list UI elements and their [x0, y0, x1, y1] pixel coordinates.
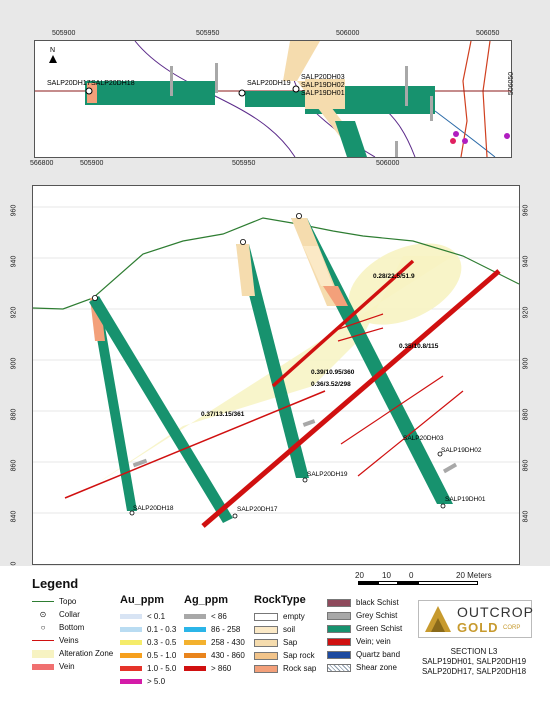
legend-topo: Topo	[32, 597, 76, 606]
plan-collar-dh17	[86, 88, 92, 94]
section-ytick-920-left: 920	[10, 306, 18, 319]
legend-au-5: 1.0 - 5.0	[120, 664, 176, 673]
hole-label-dh03: SALP20DH03	[403, 435, 444, 442]
outcrop-gold-logo: OUTCROP GOLD CORP	[418, 600, 532, 638]
plan-label-dh17: SALP20DH17	[47, 80, 91, 87]
plan-label-dh01: SALP19DH01	[301, 90, 345, 97]
legend-ag-2: 86 - 258	[184, 625, 240, 634]
intercept-label-a: 0.28/22.5/51.9	[373, 273, 415, 280]
svg-text:N: N	[50, 47, 56, 54]
plan-collar-dh19	[239, 90, 245, 96]
section-ytick-940-right: 940	[522, 255, 530, 268]
legend-rock-black-schist: black Schist	[327, 598, 399, 607]
legend-au-4: 0.5 - 1.0	[120, 651, 176, 660]
legend-rock-sap: Sap	[254, 638, 297, 647]
vein-1	[65, 391, 325, 498]
plan-view-svg	[35, 41, 511, 157]
plan-label-dh02: SALP19DH02	[301, 82, 345, 89]
section-ytick-900-left: 900	[10, 357, 18, 370]
collar-icon: ⊙	[39, 610, 47, 619]
scale-tick-10: 10	[382, 571, 391, 580]
legend-au-title: Au_ppm	[120, 594, 164, 606]
section-ytick-860-left: 860	[10, 459, 18, 472]
legend-au-2: 0.1 - 0.3	[120, 625, 176, 634]
section-ytick-840-right: 840	[522, 510, 530, 523]
section-label-2: SALP19DH01, SALP20DH19	[421, 657, 527, 666]
legend-rock-green-schist: Green Schist	[327, 624, 402, 633]
legend-rock-grey-schist: Grey Schist	[327, 611, 397, 620]
plan-ytick-right: 506050	[508, 71, 516, 96]
legend-rock-saprock: Sap rock	[254, 651, 315, 660]
scale-tick-0: 0	[409, 571, 414, 580]
legend-rock-soil: soil	[254, 625, 295, 634]
legend-alteration: Alteration Zone	[32, 649, 113, 658]
legend-ag-title: Ag_ppm	[184, 594, 228, 606]
intercept-label-d: 0.36/3.52/298	[311, 381, 351, 388]
intercept-label-c: 0.39/10.95/360	[311, 369, 355, 376]
legend-bottom: ○ Bottom	[32, 623, 84, 632]
hole-label-dh18: SALP20DH18	[133, 505, 174, 512]
hole-label-dh02: SALP19DH02	[441, 447, 482, 454]
hole-label-dh17: SALP20DH17	[237, 506, 278, 513]
plan-xtick-top-1: 505900	[52, 30, 76, 37]
cross-section	[32, 185, 520, 565]
legend-ag-3: 258 - 430	[184, 638, 245, 647]
legend-rock-vein: Vein; vein	[327, 637, 391, 646]
legend-au-1: < 0.1	[120, 612, 165, 621]
legend-collar: ⊙ Collar	[32, 610, 80, 619]
plan-xtick-bottom-1: 505900	[80, 160, 104, 167]
legend-ag-1: < 86	[184, 612, 227, 621]
legend-ag-4: 430 - 860	[184, 651, 245, 660]
legend-title: Legend	[32, 576, 79, 591]
legend-au-6: > 5.0	[120, 677, 165, 686]
legend-panel	[0, 566, 550, 712]
section-ytick-960-left: 960	[10, 204, 18, 217]
section-ytick-920-right: 920	[522, 306, 530, 319]
intercept-label-e: 0.37/13.15/361	[201, 411, 245, 418]
plan-label-dh19: SALP20DH19	[247, 80, 291, 87]
legend-vein: Vein	[32, 662, 75, 671]
section-ytick-960-right: 960	[522, 204, 530, 217]
plan-collar-dh03	[293, 86, 299, 92]
legend-rock-empty: empty	[254, 612, 305, 621]
legend-ag-5: > 860	[184, 664, 231, 673]
scale-bar	[358, 581, 488, 585]
plan-xtick-top-3: 506000	[336, 30, 360, 37]
section-ytick-880-left: 880	[10, 408, 18, 421]
section-ytick-860-right: 860	[522, 459, 530, 472]
north-arrow-icon	[49, 47, 57, 63]
section-ytick-880-right: 880	[522, 408, 530, 421]
legend-au-3: 0.3 - 0.5	[120, 638, 176, 647]
scale-tick-meters: 20 Meters	[456, 571, 492, 580]
logo-mountain-icon	[421, 602, 455, 636]
bottom-icon: ○	[40, 623, 46, 632]
hole-label-dh19: SALP20DH19	[307, 471, 348, 478]
section-ytick-940-left: 940	[10, 255, 18, 268]
section-ytick-900-right: 900	[522, 357, 530, 370]
section-label-3: SALP20DH17, SALP20DH18	[421, 667, 527, 676]
plan-xtick-top-4: 506050	[476, 30, 500, 37]
intercept-label-b: 0.35/10.8/115	[399, 343, 439, 350]
legend-veins: Veins	[32, 636, 79, 645]
plan-xtick-top-2: 505950	[196, 30, 220, 37]
section-label-1: SECTION L3	[450, 647, 498, 656]
cross-section-svg	[33, 186, 519, 564]
legend-rock-shear: Shear zone	[327, 663, 397, 672]
plan-xtick-bottom-3: 506000	[376, 160, 400, 167]
plan-view-map	[34, 40, 512, 158]
plan-ytick-bottom: 566800	[30, 160, 54, 167]
plan-xtick-bottom-2: 505950	[232, 160, 256, 167]
plan-label-dh03: SALP20DH03	[301, 74, 345, 81]
scale-tick-20: 20	[355, 571, 364, 580]
legend-rock-title: RockType	[254, 594, 306, 606]
legend-rock-quartz: Quartz band	[327, 650, 400, 659]
section-ytick-840-left: 840	[10, 510, 18, 523]
hole-label-dh01: SALP19DH01	[445, 496, 486, 503]
legend-rock-rocksap: Rock sap	[254, 664, 316, 673]
plan-label-dh18: SALP20DH18	[91, 80, 135, 87]
plan-hole-dh19-trace	[245, 91, 305, 107]
